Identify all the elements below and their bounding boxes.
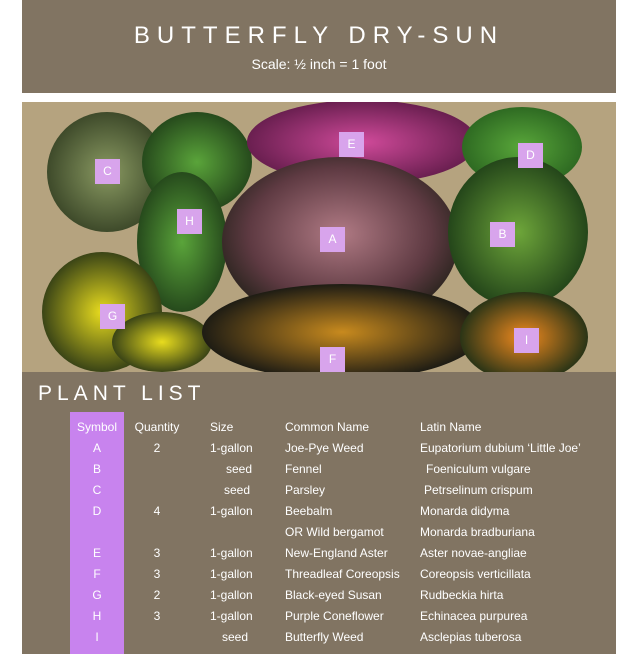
row-size: 1-gallon [210,588,253,602]
row-size: 1-gallon [210,546,253,560]
table-row [22,480,616,501]
row-symbol: D [92,504,102,518]
header-symbol: Symbol [76,420,117,434]
row-common-name: Parsley [285,483,326,497]
plant-list [22,372,616,654]
marker-a: A [320,227,345,252]
row-symbol: B [92,462,101,476]
header-latin-name: Latin Name [420,420,482,434]
table-row [22,627,616,648]
marker-g: G [100,304,125,329]
header-size: Size [210,420,234,434]
garden-plan [22,102,616,372]
row-size: 1-gallon [210,504,253,518]
column-headers [22,417,616,438]
row-latin-name: Monarda bradburiana [420,525,535,539]
marker-i: I [514,328,539,353]
table-row [22,606,616,627]
row-size: seed [222,630,249,644]
row-symbol: E [92,546,101,560]
row-latin-name: Eupatorium dubium ‘Little Joe’ [420,441,581,455]
row-latin-name: Aster novae-angliae [420,546,527,560]
table-row [22,543,616,564]
row-size: seed [226,462,253,476]
page-title: BUTTERFLY DRY-SUN [133,22,505,49]
table-row [22,459,616,480]
marker-b: B [490,222,515,247]
marker-f: F [320,347,345,372]
row-symbol: I [95,630,99,644]
row-symbol: A [92,441,101,455]
header-banner [22,0,616,93]
row-latin-name: Asclepias tuberosa [420,630,522,644]
row-symbol: G [92,588,102,602]
row-latin-name: Coreopsis verticillata [420,567,531,581]
row-quantity: 2 [153,441,161,455]
row-common-name: Butterfly Weed [285,630,364,644]
row-latin-name: Monarda didyma [420,504,510,518]
marker-c: C [95,159,120,184]
header-quantity: Quantity [134,420,180,434]
scale-note: Scale: ½ inch = 1 foot [251,56,387,72]
plant-list-title: PLANT LIST [38,382,206,405]
row-common-name: Purple Coneflower [285,609,384,623]
row-symbol: C [92,483,102,497]
row-quantity: 3 [153,567,161,581]
row-size: seed [224,483,251,497]
row-latin-name: Petrselinum crispum [424,483,533,497]
row-common-name: Beebalm [285,504,333,518]
row-symbol: F [93,567,101,581]
table-row [22,585,616,606]
row-quantity: 2 [153,588,161,602]
row-quantity: 3 [153,609,161,623]
row-common-name: New-England Aster [285,546,388,560]
marker-e: E [339,132,364,157]
row-latin-name: Echinacea purpurea [420,609,528,623]
row-size: 1-gallon [210,441,253,455]
row-quantity: 4 [153,504,161,518]
row-latin-name: Rudbeckia hirta [420,588,504,602]
row-symbol: H [92,609,102,623]
row-common-name: Fennel [285,462,322,476]
header-common-name: Common Name [285,420,370,434]
table-row [22,564,616,585]
row-common-name: OR Wild bergamot [285,525,384,539]
row-latin-name: Foeniculum vulgare [426,462,531,476]
table-row [22,501,616,522]
row-common-name: Black-eyed Susan [285,588,382,602]
row-common-name: Threadleaf Coreopsis [285,567,400,581]
row-quantity: 3 [153,546,161,560]
marker-d: D [518,143,543,168]
row-size: 1-gallon [210,567,253,581]
table-row [22,522,616,543]
row-size: 1-gallon [210,609,253,623]
table-row [22,438,616,459]
marker-h: H [177,209,202,234]
row-common-name: Joe-Pye Weed [285,441,364,455]
